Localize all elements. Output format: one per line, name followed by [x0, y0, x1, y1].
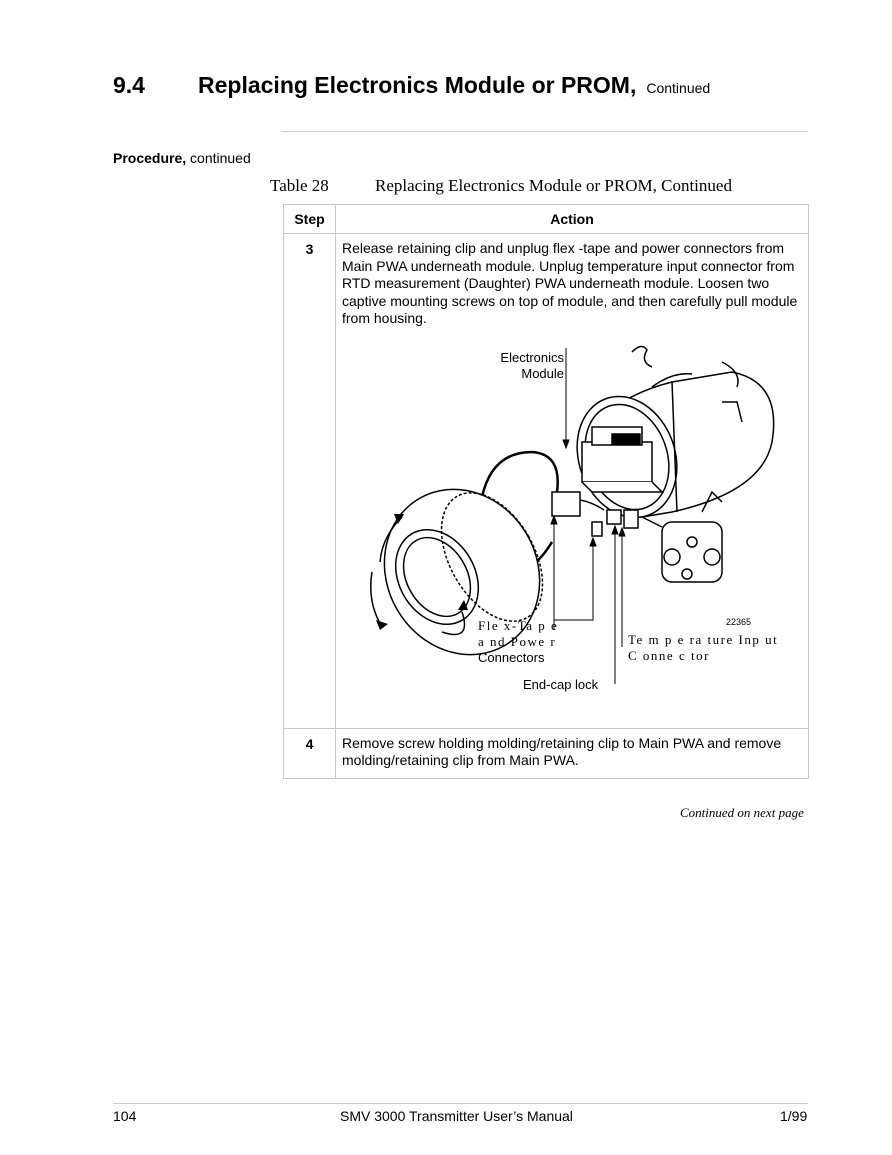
procedure-label-bold: Procedure,	[113, 150, 187, 166]
footer-date: 1/99	[780, 1108, 808, 1124]
label-temperature-line1: Te m p e ra ture Inp ut	[628, 631, 779, 647]
figure-number: 22365	[726, 616, 752, 627]
step-action-cell	[336, 234, 809, 729]
label-flex-tape-line3: Connectors	[478, 649, 545, 665]
table-row	[284, 728, 809, 778]
footer-manual-title: SMV 3000 Transmitter User’s Manual	[340, 1108, 573, 1124]
column-header-action: Action	[336, 205, 809, 234]
table-header-row	[284, 205, 809, 234]
procedure-label	[113, 150, 251, 166]
label-electronics-module	[498, 350, 564, 382]
label-flex-tape-line1: Fle x-Ta p e	[478, 617, 559, 633]
steps-table	[283, 204, 809, 779]
label-temperature-line2: C onne c tor	[628, 647, 710, 663]
procedure-continued: continued	[190, 150, 251, 166]
label-flex-tape	[478, 618, 558, 666]
section-title-text: Replacing Electronics Module or PROM,	[198, 72, 637, 98]
section-number: 9.4	[113, 72, 145, 98]
label-endcap-lock: End-cap lock	[523, 676, 599, 692]
table-caption-title: Replacing Electronics Module or PROM, Continued	[375, 176, 732, 195]
footer-page-number: 104	[113, 1108, 137, 1124]
step-number: 3	[284, 234, 336, 729]
footer-divider	[113, 1103, 808, 1104]
label-temperature-connector	[628, 632, 778, 664]
column-header-step: Step	[284, 205, 336, 234]
section-continued: Continued	[646, 80, 711, 96]
label-electronics-module-line2: Module	[521, 365, 564, 381]
step-number: 4	[284, 728, 336, 778]
label-electronics-module-line1: Electronics	[500, 349, 564, 365]
section-title	[198, 72, 710, 99]
header-divider	[281, 131, 808, 132]
step-action-cell	[336, 728, 809, 778]
step-action-text: Release retaining clip and unplug flex -tape and power connectors from Main PWA underneath module. Unplug temperature input connector from RTD measurement (Daughter) PWA underneath module. Loosen two captive mounting screws on top of module, and then carefully pull module from housing.	[342, 240, 798, 326]
table-row	[284, 234, 809, 729]
transmitter-exploded-figure	[342, 342, 800, 720]
continued-next-page: Continued on next page	[680, 805, 804, 820]
section-heading	[113, 72, 813, 106]
step-action-text: Remove screw holding molding/retaining clip to Main PWA and remove molding/retaining clip from Main PWA.	[342, 734, 782, 768]
table-caption-number: Table 28	[270, 176, 329, 195]
label-flex-tape-line2: a nd Powe r	[478, 633, 557, 649]
